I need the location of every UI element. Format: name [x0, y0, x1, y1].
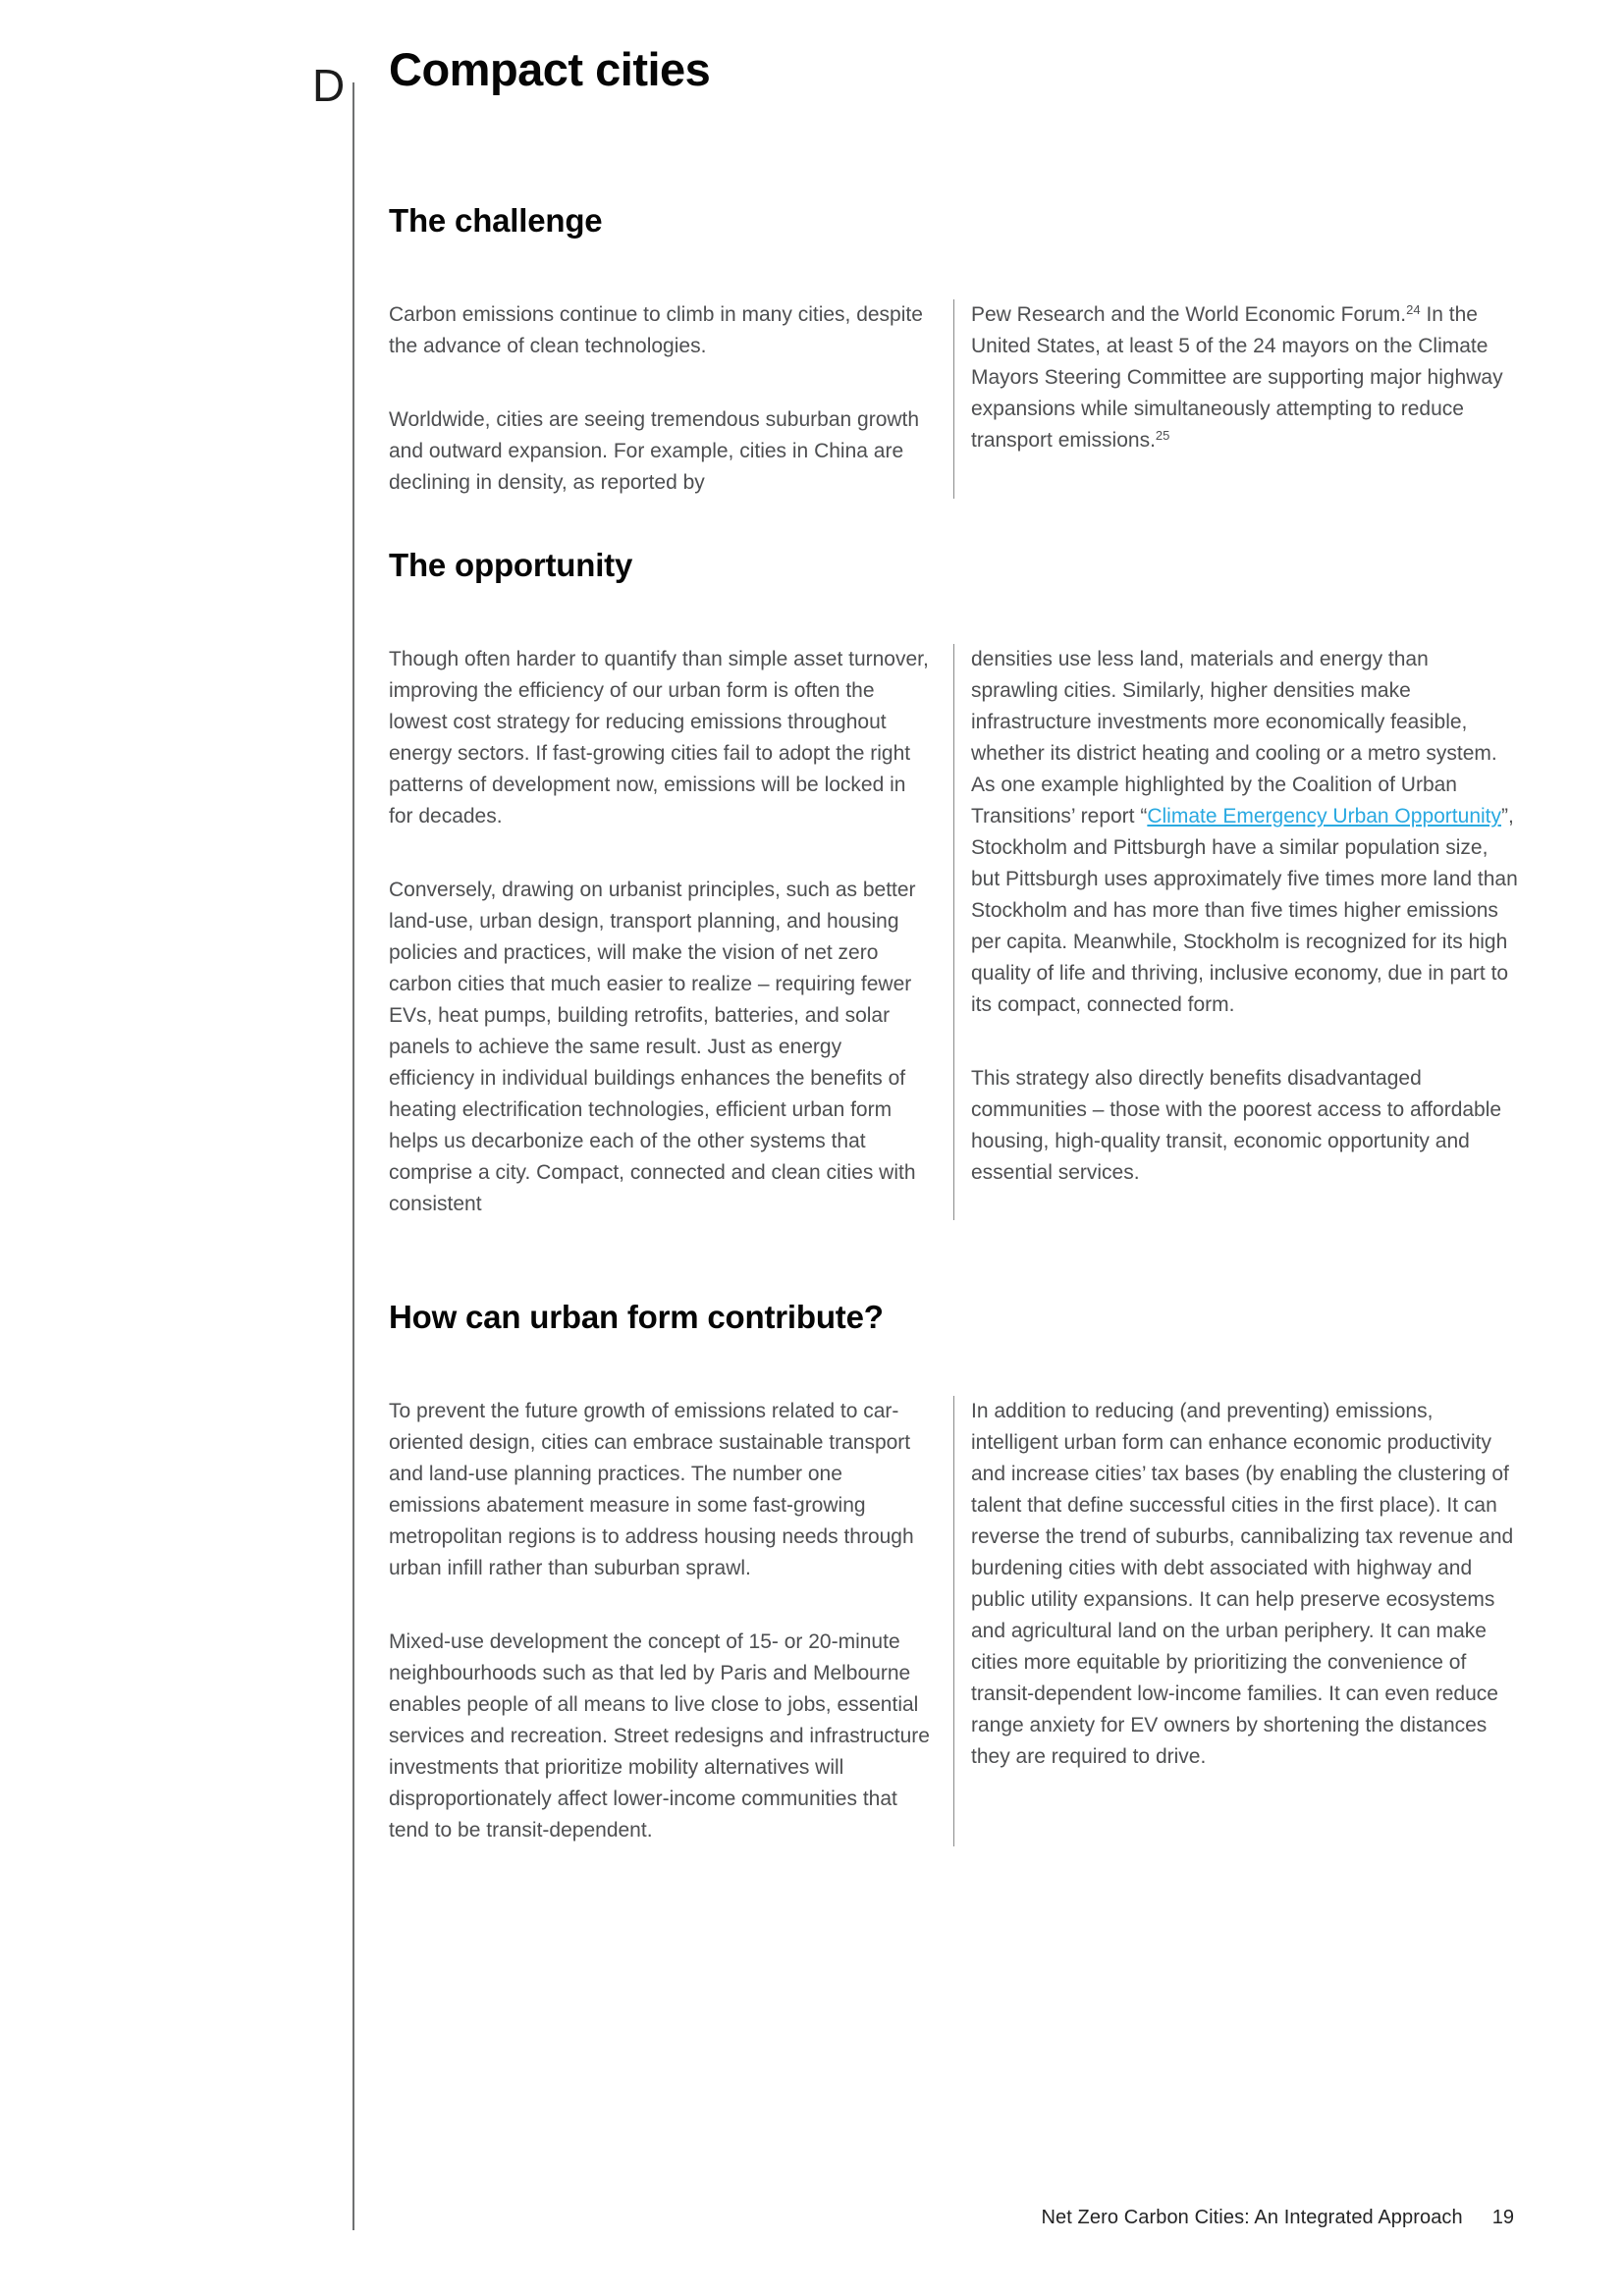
section-how-can-urban-form-contribute — [389, 1298, 1518, 1846]
two-column-layout — [389, 644, 1518, 1220]
section-the-challenge — [389, 201, 1518, 499]
paragraph — [971, 644, 1518, 1021]
page-title: Compact cities — [389, 43, 711, 95]
left-column — [389, 644, 932, 1220]
climate-emergency-urban-opportunity-link[interactable]: Climate Emergency Urban Opportunity — [1147, 805, 1501, 828]
two-column-layout — [389, 1396, 1518, 1846]
footer-title: Net Zero Carbon Cities: An Integrated Approach — [1041, 2207, 1463, 2228]
two-column-layout — [389, 299, 1518, 499]
left-column — [389, 299, 932, 499]
section-heading: The challenge — [389, 202, 603, 239]
column-divider — [953, 644, 954, 1220]
paragraph — [389, 1396, 932, 1584]
text-run: Though often harder to quantify than simple asset turnover, improving the efficiency of our urban form is often the lowest cost strategy for reducing emissions throughout energy sectors. If fast-growing cities fail to adopt the right patterns of development now, emissions will be locked in for decades. — [389, 648, 929, 828]
right-column — [971, 644, 1518, 1220]
text-run: Mixed-use development the concept of 15- or 20-minute neighbourhoods such as that led by Paris and Melbourne enables people of all means to live close to jobs, essential services and recreation. Street redesigns and infrastructure investments that prioritize mobility alternatives will disproportionately affect lower-income communities that tend to be transit-dependent. — [389, 1630, 930, 1842]
paragraph — [971, 1396, 1518, 1773]
paragraph — [389, 1627, 932, 1846]
section-heading: How can urban form contribute? — [389, 1299, 884, 1335]
footnote-reference: 24 — [1406, 302, 1421, 317]
chapter-rule — [352, 82, 354, 2230]
text-run: This strategy also directly benefits disadvantaged communities – those with the poorest access to affordable housing, high-quality transit, economic opportunity and essential services. — [971, 1067, 1502, 1184]
text-run: densities use less land, materials and energy than sprawling cities. Similarly, higher densities make infrastructure investments more economically feasible, whether its district heating and cooling or a metro system. As one example highlighted by the Coalition of Urban Transitions’ report “ — [971, 648, 1497, 828]
left-column — [389, 1396, 932, 1846]
paragraph — [971, 299, 1518, 456]
text-run: In addition to reducing (and preventing) emissions, intelligent urban form can enhance economic productivity and increase cities’ tax bases (by enabling the clustering of talent that define successful cities in the first place). It can reverse the trend of suburbs, cannibalizing tax revenue and burdening cities with debt associated with highway and public utility expansions. It can help preserve ecosystems and agricultural land on the urban periphery. It can make cities more equitable by prioritizing the convenience of transit-dependent low-income families. It can even reduce range anxiety for EV owners by shortening the distances they are required to drive. — [971, 1400, 1514, 1768]
paragraph — [389, 644, 932, 832]
text-run: Worldwide, cities are seeing tremendous suburban growth and outward expansion. For example, cities in China are declining in density, as reported by — [389, 408, 920, 494]
text-run: ”, Stockholm and Pittsburgh have a similar population size, but Pittsburgh uses approximately five times more land than Stockholm and has more than five times higher emissions per capita. Meanwhile, Stockholm is recognized for its high quality of life and thriving, inclusive economy, due in part to its compact, connected form. — [971, 805, 1518, 1016]
text-run: Conversely, drawing on urbanist principles, such as better land-use, urban design, transport planning, and housing policies and practices, will make the vision of net zero carbon cities that much easier to realize – requiring fewer EVs, heat pumps, building retrofits, batteries, and solar panels to achieve the same result. Just as energy efficiency in individual buildings enhances the benefits of heating electrification technologies, efficient urban form helps us decarbonize each of the other systems that comprise a city. Compact, connected and clean cities with consistent — [389, 879, 916, 1215]
paragraph — [389, 404, 932, 499]
page-footer — [1041, 2207, 1514, 2229]
section-heading: The opportunity — [389, 547, 633, 583]
section-the-opportunity — [389, 546, 1518, 1220]
right-column — [971, 1396, 1518, 1846]
right-column — [971, 299, 1518, 499]
text-run: To prevent the future growth of emissions related to car-oriented design, cities can embrace sustainable transport and land-use planning practices. The number one emissions abatement measure in some fast-growing metropolitan regions is to address housing needs through urban infill rather than suburban sprawl. — [389, 1400, 914, 1579]
footnote-reference: 25 — [1155, 428, 1170, 443]
column-divider — [953, 299, 954, 499]
paragraph — [389, 299, 932, 362]
text-run: In the United States, at least 5 of the 24 mayors on the Climate Mayors Steering Committee are supporting major highway expansions while simultaneously attempting to reduce transport emissions. — [971, 303, 1503, 452]
chapter-letter: D — [312, 60, 346, 111]
paragraph — [389, 875, 932, 1220]
text-run: Pew Research and the World Economic Forum. — [971, 303, 1407, 326]
paragraph — [971, 1063, 1518, 1189]
page-number: 19 — [1491, 2207, 1514, 2228]
column-divider — [953, 1396, 954, 1846]
text-run: Carbon emissions continue to climb in many cities, despite the advance of clean technologies. — [389, 303, 923, 357]
